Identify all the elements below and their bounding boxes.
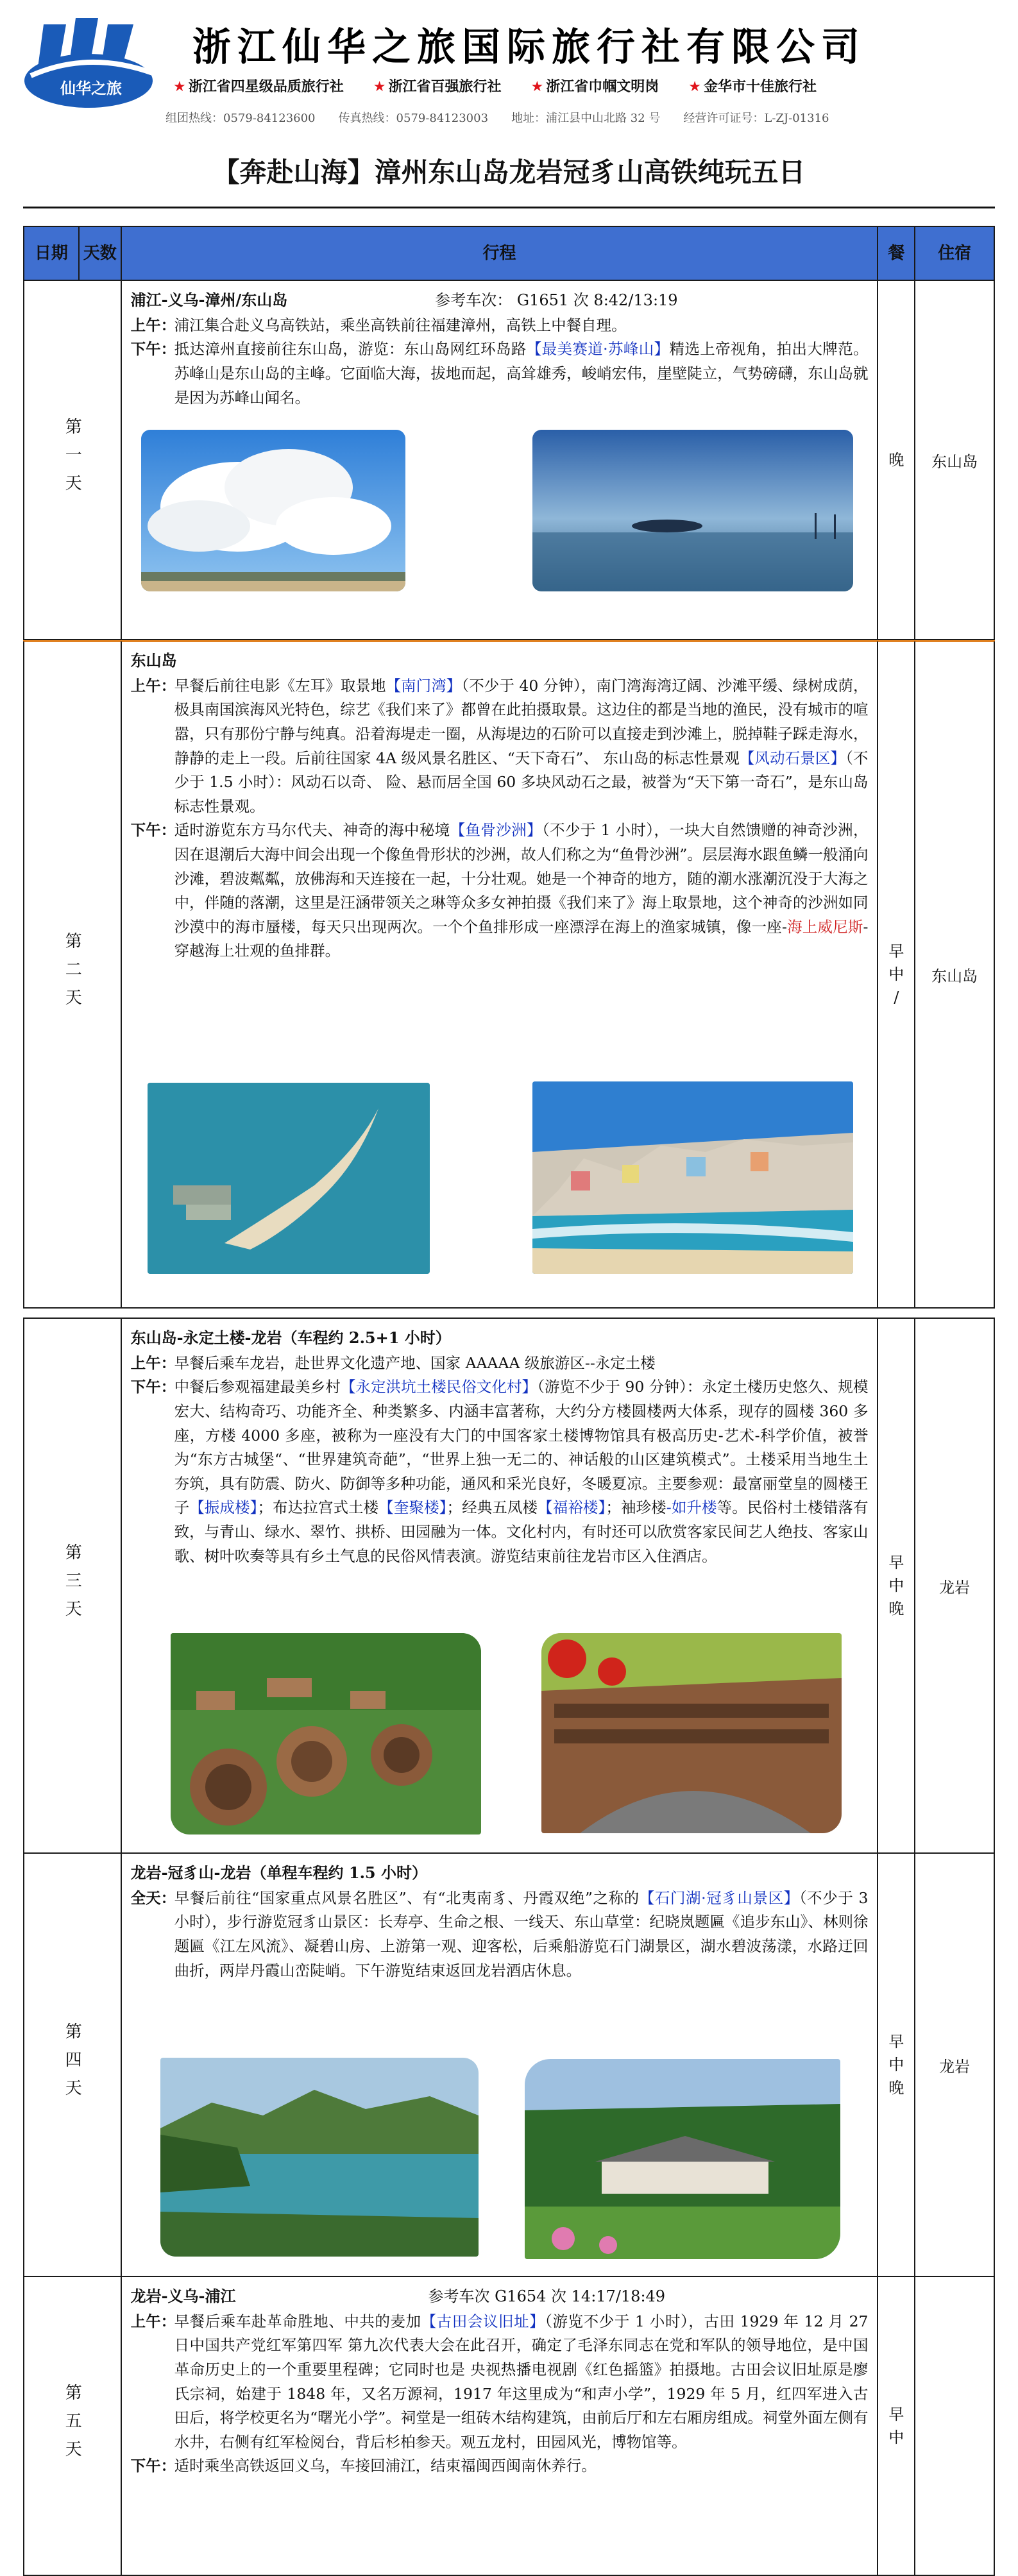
svg-text:仙华之旅: 仙华之旅 [60,80,122,97]
hotel-cell: 龙岩 [939,2057,971,2076]
highlight-spot: 【最美赛道·苏峰山】 [526,340,670,359]
fax-hotline: 传真热线：0579-84123003 [338,112,489,125]
guanzhai-lake-photo [160,2058,479,2257]
hotel-cell: 龙岩 [939,1578,971,1597]
route-title: 龙岩-冠豸山-龙岩（单程车程约 1.5 小时） [130,1863,427,1882]
day-row-4 [23,1854,995,2277]
highlight-spot: 【振成楼】 [189,1498,258,1517]
tulou-village-photo [171,1633,481,1835]
star-icon: ★ [373,79,386,95]
route-title: 东山岛 [130,651,177,670]
gutian-meeting-site-photo [525,2059,840,2259]
highlight-spot: 【福裕楼】 [538,1498,606,1517]
morning-text: 上午： 早餐后乘车龙岩，赴世界文化遗产地、国家 AAAAA 级旅游区--永定土楼 [130,1353,656,1372]
day-label: 第二天 [24,641,122,1307]
header-route: 行程 [122,227,879,280]
honor-item: ★ 金华市十佳旅行社 [688,79,817,95]
highlight-spot: 【古田会议旧址】 [421,2312,545,2330]
afternoon-text: 下午： 中餐后参观福建最美乡村【永定洪坑土楼民俗文化村】（游览不少于 90 分钟）：永定土楼历史悠久、规模宏大、结构奇巧、功能齐全、种类繁多、内涵丰富著称，大约分方楼圆楼两大体系，现存的圆楼 360 多座，方楼 4000 多座，被称为一座没有大门的中国客家土楼博物馆具有极高历史-艺术-科学价值，被誉为“东方古城堡“、“世界建筑奇葩”，“世界上独一无二的、神话般的山区建筑模式”。土楼采用当地生土夯筑，具有防震、防火、防御等多种功能，通风和采光良好，冬暖夏凉。主要参观：最富丽堂皇的圆楼王子【振成楼】；布达拉宫式土楼【奎聚楼】；经典五凤楼【福裕楼】；袖珍楼-如升楼等。民俗村土楼错落有致，与青山、绿水、翠竹、拱桥、田园融为一体。文化村内，有时还可以欣赏客家民间艺人绝技、客家山歌、树叶吹奏等具有乡土气息的民俗风情表演。游览结束前往龙岩市区入住酒店。 [130,1378,869,1565]
address: 地址：浦江县中山北路 32 号 [511,112,661,125]
route-cell [122,641,879,1307]
honors-list [173,76,817,96]
star-icon: ★ [688,79,701,95]
train-reference: 参考车次： G1651 次 8:42/13:19 [435,291,678,309]
route-cell [122,281,879,639]
header-meal: 餐 [878,227,915,280]
afternoon-text: 下午： 适时乘坐高铁返回义乌，车接回浦江，结束福闽西闽南休养行。 [130,2457,597,2475]
header-date: 日期 [24,227,80,280]
day-row-1 [23,281,995,640]
day-label: 第五天 [24,2277,122,2575]
title-divider [23,207,995,208]
highlight-red: 海上威尼斯 [786,917,863,936]
header-hotel: 住宿 [938,243,972,263]
train-reference: 参考车次 G1654 次 14:17/18:49 [428,2287,666,2305]
cloud-sky-photo [141,430,405,591]
all-day-text: 全天： 早餐后前往“国家重点风景名胜区”、有“北夷南豸、丹霞双绝”之称的【石门湖·冠豸山景区】（不少于 3 小时），步行游览冠豸山景区：长寿亭、生命之根、一线天、东山草堂：纪晓岚题匾《追步东山》、林则徐题匾《江左风流》、凝碧山房、上游第一观、迎客松，后乘船游览石门湖景区，湖水碧波荡漾，水路迂回曲折，两岸丹霞山峦陡峭。下午游览结束返回龙岩酒店休息。 [130,1888,869,1979]
honor-item: ★ 浙江省四星级品质旅行社 [173,79,344,95]
meal-cell: 早 中 晚 [878,1854,915,2276]
highlight-spot: 【鱼骨沙洲】 [450,821,542,840]
meal-cell: 早 中 / [878,641,915,1307]
highlight-spot: 【风动石景区】 [739,749,846,767]
route-cell [122,2277,879,2575]
highlight-spot: 【奎聚楼】 [378,1498,447,1517]
route-cell [122,1854,879,2276]
day-row-5 [23,2277,995,2576]
fishbone-sandbar-photo [148,1083,430,1274]
header-day: 天数 [80,227,122,280]
hotel-cell [915,2277,994,2575]
highlight-spot: 【南门湾】 [386,676,462,695]
tulou-interior-photo [541,1633,842,1833]
route-title: 东山岛-永定土楼-龙岩（车程约 2.5+1 小时） [130,1328,451,1347]
meal-cell: 晚 [878,281,915,639]
license-number: 经营许可证号：L-ZJ-01316 [683,112,829,125]
itinerary-title: 【奔赴山海】漳州东山岛龙岩冠豸山高铁纯玩五日 [212,157,806,188]
day-label: 第一天 [24,281,122,639]
afternoon-text: 下午： 适时游览东方马尔代夫、神奇的海中秘境【鱼骨沙洲】（不少于 1 小时），一块大自然馈赠的神奇沙洲，因在退潮后大海中间会出现一个像鱼骨形状的沙洲，故人们称之为“鱼骨沙洲”。层层海水跟鱼鳞一般涌向沙滩，碧波粼粼，放佛海和天连接在一起，十分壮观。她是一个神奇的地方，随的潮水涨潮沉没于大海之中，伴随的落潮，这里是汪涵带领关之琳等众多女神拍摄《我们来了》海上取景地，这个神奇的沙洲如同沙漠中的海市蜃楼，每天只出现两次。一个个鱼排形成一座漂浮在海上的渔家城镇，像一座-海上威尼斯-穿越海上壮观的鱼排群。 [130,821,869,960]
hotel-cell: 东山岛 [931,967,978,985]
highlight-spot: 【石门湖·冠豸山景区】 [639,1888,799,1907]
letterhead [0,0,1018,138]
route-title: 龙岩-义乌-浦江 参考车次 G1654 次 14:17/18:49 [130,2287,666,2305]
star-icon: ★ [530,79,544,95]
contact-line [165,109,829,126]
morning-text: 上午： 早餐后前往电影《左耳》取景地【南门湾】（不少于 40 分钟），南门湾海湾辽阔、沙滩平缓、绿树成荫，极具南国滨海风光特色，综艺《我们来了》都曾在此拍摄取景。这边住的都是当地的渔民，没有城市的喧嚣，只有那份宁静与纯真。沿着海堤走一圈，从海堤边的石阶可以直接走到沙滩上，脱掉鞋子踩走海水，静静的走上一段。后前往国家 4A 级风景名胜区、“天下奇石”、 东山岛的标志性景观【风动石景区】（不少于 1.5 小时）：风动石以奇、 险、悬而居全国 60 多块风动石之最，被誉为“天下第一奇石”，是东山岛标志性景观。 [130,676,869,815]
tour-hotline: 组团热线：0579-84123600 [165,112,316,125]
route-cell [122,1319,879,1852]
afternoon-text: 下午： 抵达漳州直接前往东山岛，游览：东山岛网红环岛路【最美赛道·苏峰山】精选上帝视角，拍出大牌范。苏峰山是东山岛的主峰。它面临大海，拔地而起，高耸雄秀，峻峭宏伟，崖壁陡立，气势磅礴，东山岛就是因为苏峰山闻名。 [130,340,869,407]
day-row-3 [23,1318,995,1854]
meal-cell: 早 中 晚 [878,1319,915,1852]
coastal-village-photo [532,1081,853,1274]
star-icon: ★ [173,79,186,95]
meal-cell: 早 中 [878,2277,915,2575]
hotel-cell: 东山岛 [931,452,978,471]
morning-text: 上午： 浦江集合赴义乌高铁站，乘坐高铁前往福建漳州，高铁上中餐自理。 [130,316,627,334]
day-row-2 [23,641,995,1309]
company-logo [18,12,165,114]
highlight-spot: 【永定洪坑土楼民俗文化村】 [340,1378,538,1396]
table-header [23,226,995,281]
honor-item: ★ 浙江省巾帼文明岗 [530,79,659,95]
itinerary-table [23,226,995,2475]
company-name: 浙江仙华之旅国际旅行社有限公司 [192,25,866,70]
route-title: 浦江-义乌-漳州/东山岛 参考车次： G1651 次 8:42/13:19 [130,291,678,309]
honor-item: ★ 浙江省百强旅行社 [373,79,502,95]
sea-island-sunset-photo [532,430,853,591]
highlight-spot: -如升楼 [666,1498,717,1517]
day-label: 第三天 [24,1319,122,1852]
day-label: 第四天 [24,1854,122,2276]
morning-text: 上午： 早餐后乘车赴革命胜地、中共的麦加【古田会议旧址】（游览不少于 1 小时），古田 1929 年 12 月 27 日中国共产党红军第四军 第九次代表大会在此召开，确定了毛泽东同志在党和军队的领导地位，是中国革命历史上的一个重要里程碑；它同时也是 央视热播电视剧《红色摇篮》拍摄地。古田会议旧址原是廖氏宗祠，始建于 1848 年，又名万源祠，1917 年这里成为“和声小学”，1929 年 5 月，红四军进入古田后，将学校更名为“曙光小学”。祠堂是一组砖木结构建筑，由前后厅和左右厢房组成。祠堂外面左侧有水井，右侧有红军检阅台，背后杉柏参天。观五龙村，田园风光，博物馆等。 [130,2312,869,2451]
